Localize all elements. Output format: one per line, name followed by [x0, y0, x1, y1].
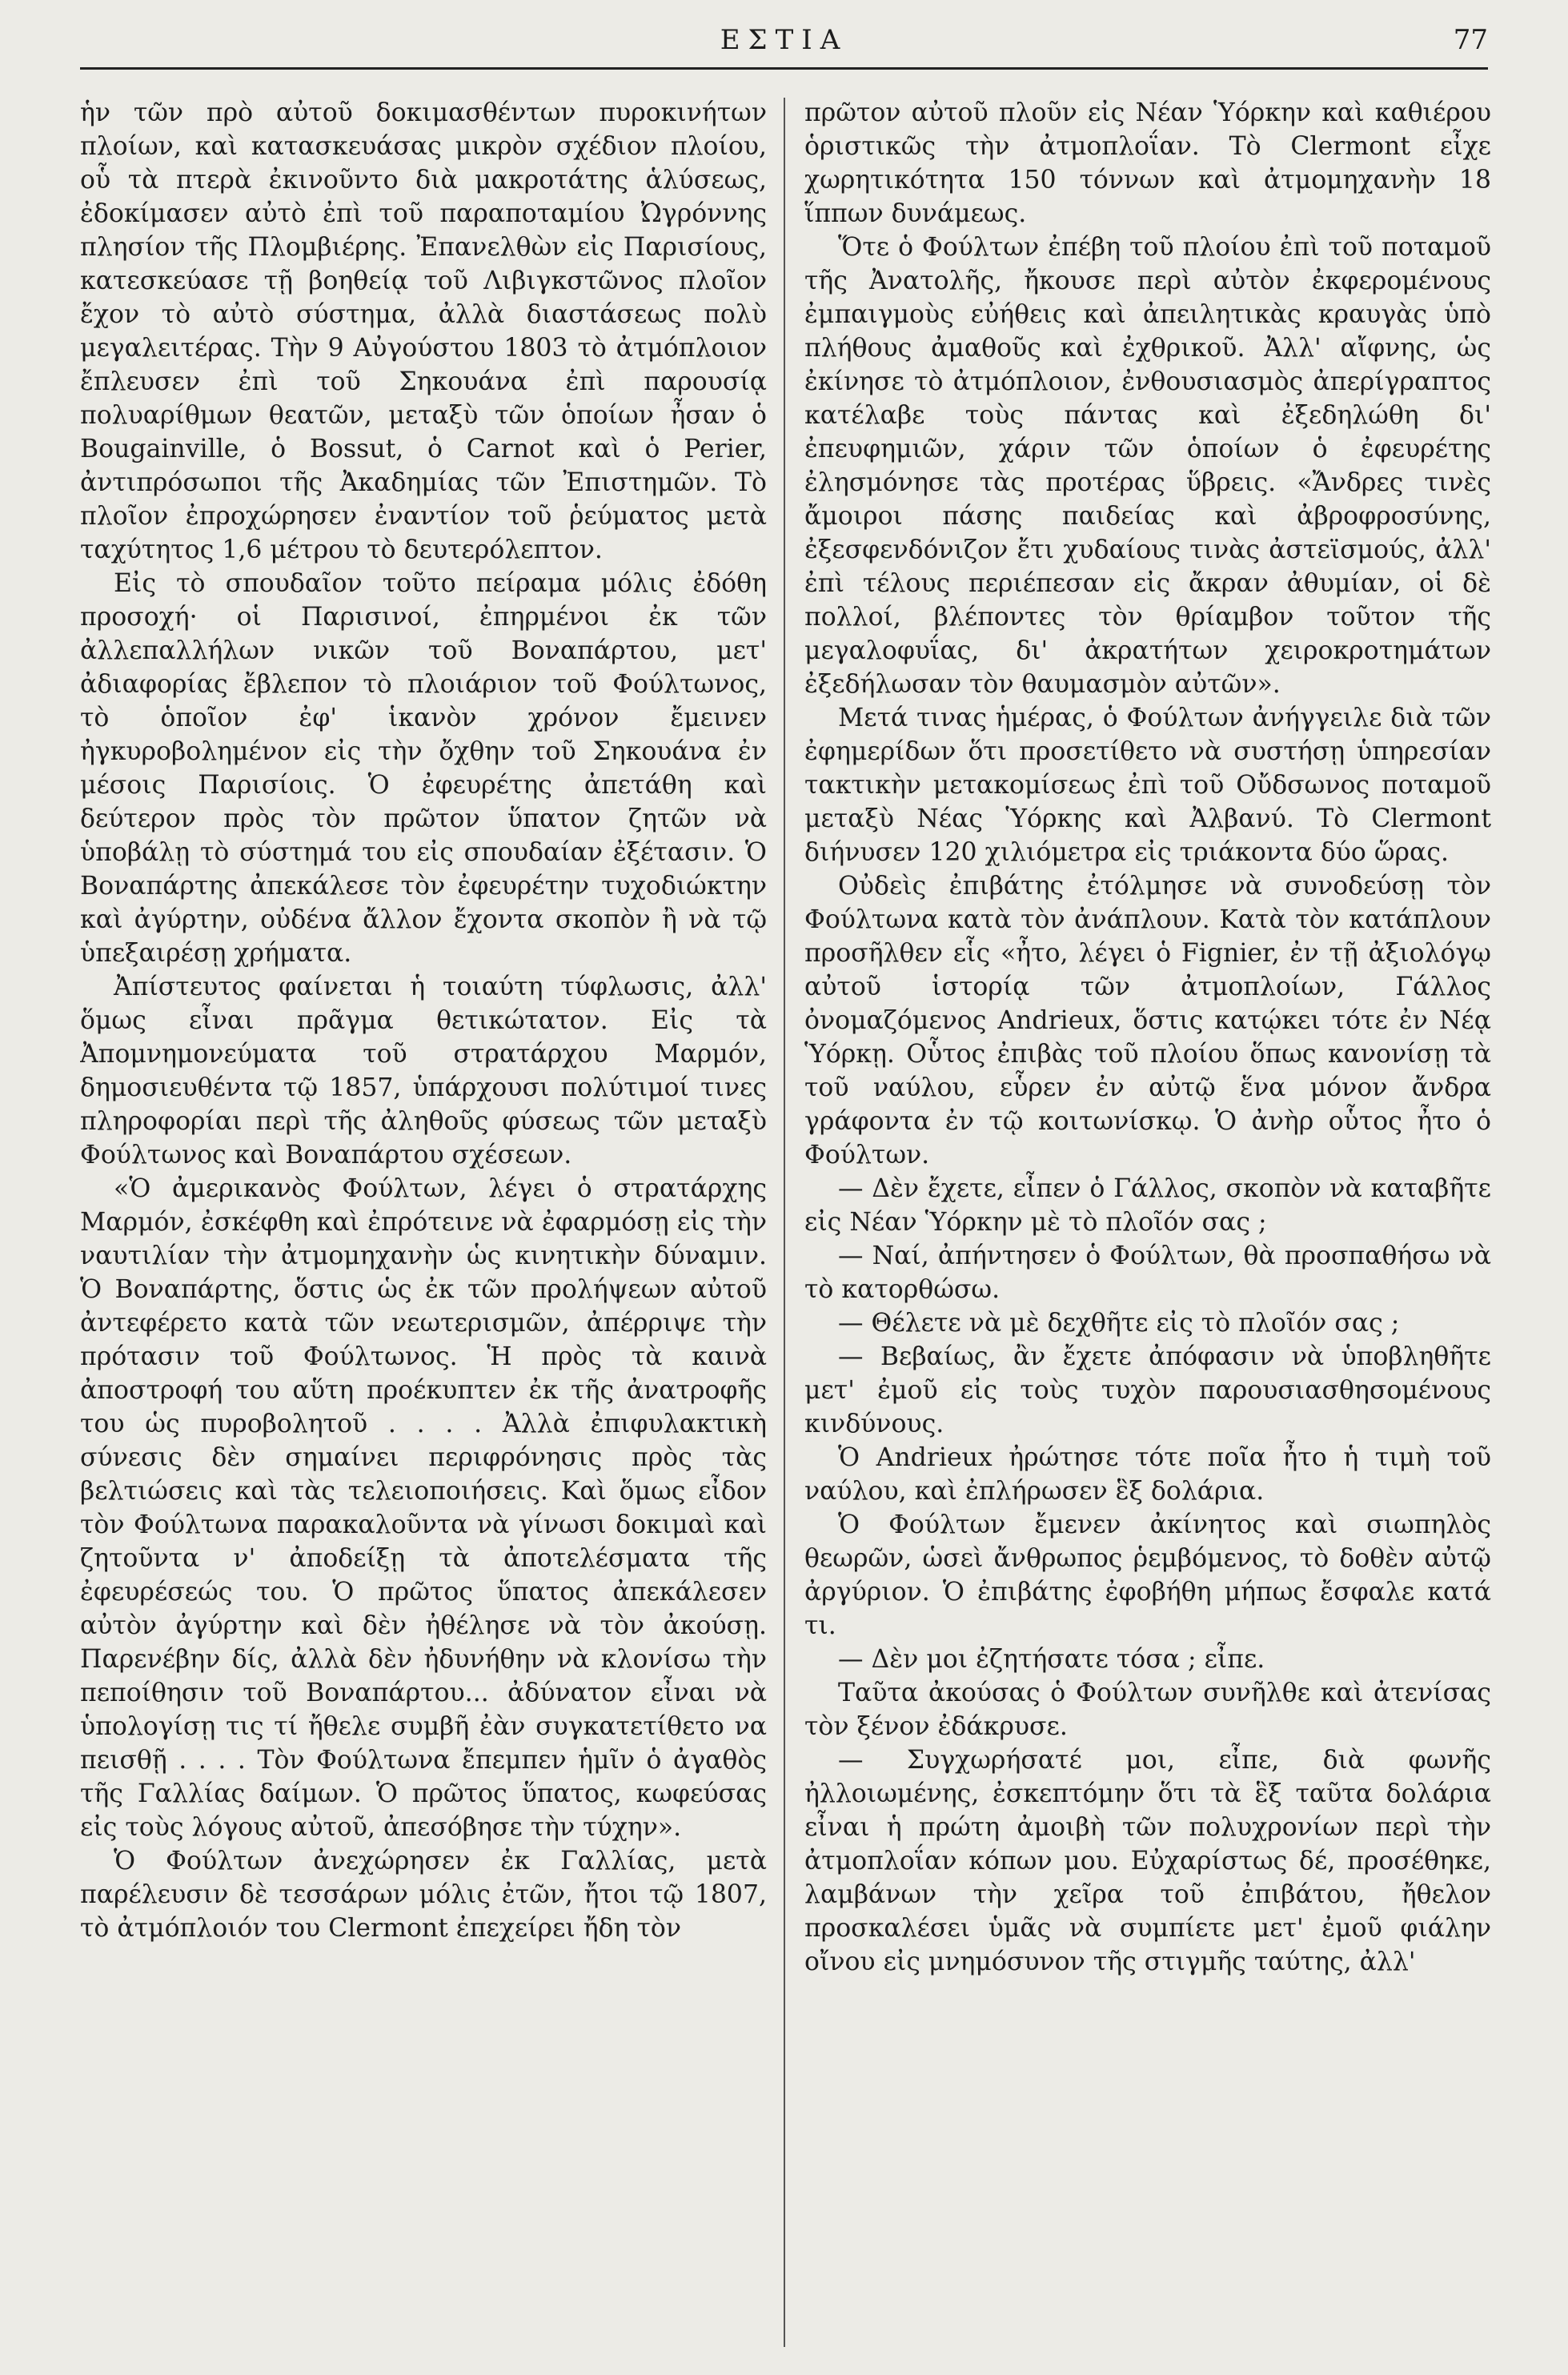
left-paragraph-2: Εἰς τὸ σπουδαῖον τοῦτο πείραμα μόλις ἐδόθη προσοχή· οἱ Παρισινοί, ἐπηρμένοι ἐκ τῶν ἀλλεπαλλήλων νικῶν τοῦ Βοναπάρτου, μετ' ἀδιαφορίας ἔβλεπον τὸ πλοιάριον τοῦ Φούλτωνος, τὸ ὁποῖον ἐφ' ἱκανὸν χρόνον ἔμεινεν ἠγκυροβολημένον εἰς τὴν ὄχθην τοῦ Σηκουάνα ἐν μέσοις Παρισίοις. Ὁ ἐφευρέτης ἀπετάθη καὶ δεύτερον πρὸς τὸν πρῶτον ὕπατον ζητῶν νὰ ὑποβάλῃ τὸ σύστημά του εἰς σπουδαίαν ἐξέτασιν. Ὁ Βοναπάρτης ἀπεκάλεσε τὸν ἐφευρέτην τυχοδιώκτην καὶ ἀγύρτην, οὐδένα ἄλλον ἔχοντα σκοπὸν ἢ νὰ τῷ ὑπεξαιρέσῃ χρήματα.: [80, 569, 767, 968]
right-paragraph-9: Ὁ Andrieux ἠρώτησε τότε ποῖα ἦτο ἡ τιμὴ τοῦ ναύλου, καὶ ἐπλήρωσεν ἓξ δολάρια.: [804, 1443, 1491, 1506]
right-paragraph-8: — Βεβαίως, ἂν ἔχετε ἀπόφασιν νὰ ὑποβληθῆτε μετ' ἐμοῦ εἰς τοὺς τυχὸν παρουσιασθησομένους κινδύνους.: [804, 1342, 1491, 1438]
left-paragraph-5: Ὁ Φούλτων ἀνεχώρησεν ἐκ Γαλλίας, μετὰ παρέλευσιν δὲ τεσσάρων μόλις ἐτῶν, ἤτοι τῷ 1807, τὸ ἀτμόπλοιόν του Clermont ἐπεχείρει ἤδη τὸν: [80, 1847, 767, 1943]
running-head: [80, 24, 1488, 64]
right-paragraph-4: Οὐδεὶς ἐπιβάτης ἐτόλμησε νὰ συνοδεύσῃ τὸν Φούλτωνα κατὰ τὸν ἀνάπλουν. Κατὰ τὸν κατάπλουν προσῆλθεν εἷς «ἦτο, λέγει ὁ Fignier, ἐν τῇ ἀξιολόγῳ αὐτοῦ ἱστορίᾳ τῶν ἀτμοπλοίων, Γάλλος ὀνομαζόμενος Andrieux, ὅστις κατῴκει τότε ἐν Νέᾳ Ὑόρκῃ. Οὗτος ἐπιβὰς τοῦ πλοίου ὅπως κανονίσῃ τὰ τοῦ ναύλου, εὗρεν ἐν αὐτῷ ἕνα μόνον ἄνδρα γράφοντα ἐν τῷ κοιτωνίσκῳ. Ὁ ἀνὴρ οὗτος ἦτο ὁ Φούλτων.: [804, 872, 1491, 1169]
right-paragraph-1: πρῶτον αὐτοῦ πλοῦν εἰς Νέαν Ὑόρκην καὶ καθιέρου ὁριστικῶς τὴν ἀτμοπλοΐαν. Τὸ Clermont εἶχε χωρητικότητα 150 τόννων καὶ ἀτμομηχανὴν 18 ἵππων δυνάμεως.: [804, 98, 1491, 228]
right-paragraph-3: Μετά τινας ἡμέρας, ὁ Φούλτων ἀνήγγειλε διὰ τῶν ἐφημερίδων ὅτι προσετίθετο νὰ συστήσῃ ὑπηρεσίαν τακτικὴν μετακομίσεως ἐπὶ τοῦ Οὔδσωνος ποταμοῦ μεταξὺ Νέας Ὑόρκης καὶ Ἀλβανύ. Τὸ Clermont διήνυσεν 120 χιλιόμετρα εἰς τριάκοντα δύο ὥρας.: [804, 704, 1491, 867]
column-divider: [784, 98, 785, 2347]
right-paragraph-7: — Θέλετε νὰ μὲ δεχθῆτε εἰς τὸ πλοῖόν σας ;: [838, 1309, 1400, 1338]
right-paragraph-6: — Ναί, ἀπήντησεν ὁ Φούλτων, θὰ προσπαθήσω νὰ τὸ κατορθώσω.: [804, 1242, 1491, 1304]
left-paragraph-1: ἡν τῶν πρὸ αὐτοῦ δοκιμασθέντων πυροκινήτων πλοίων, καὶ κατασκευάσας μικρὸν σχέδιον πλοίου, οὗ τὰ πτερὰ ἐκινοῦντο διὰ μακροτάτης ἁλύσεως, ἐδοκίμασεν αὐτὸ ἐπὶ τοῦ παραποταμίου Ὠγρόννης πλησίον τῆς Πλομβιέρης. Ἐπανελθὼν εἰς Παρισίους, κατεσκεύασε τῇ βοηθείᾳ τοῦ Λιβιγκστῶνος πλοῖον ἔχον τὸ αὐτὸ σύστημα, ἀλλὰ διαστάσεως πολὺ μεγαλειτέρας. Τὴν 9 Αὐγούστου 1803 τὸ ἀτμόπλοιον ἔπλευσεν ἐπὶ τοῦ Σηκουάνα ἐπὶ παρουσίᾳ πολυαρίθμων θεατῶν, μεταξὺ τῶν ὁποίων ἦσαν ὁ Bougainville, ὁ Bossut, ὁ Carnot καὶ ὁ Perier, ἀντιπρόσωποι τῆς Ἀκαδημίας τῶν Ἐπιστημῶν. Τὸ πλοῖον ἐπροχώρησεν ἐναντίον τοῦ ῥεύματος μετὰ ταχύτητος 1,6 μέτρου τὸ δευτερόλεπτον.: [80, 98, 767, 564]
right-column: [804, 96, 1491, 2353]
right-paragraph-2: Ὅτε ὁ Φούλτων ἐπέβη τοῦ πλοίου ἐπὶ τοῦ ποταμοῦ τῆς Ἀνατολῆς, ἤκουσε περὶ αὐτὸν ἐκφερομένους ἐμπαιγμοὺς εὐήθεις καὶ ἀπειλητικὰς κραυγὰς ὑπὸ πλήθους ἀμαθοῦς καὶ ἐχθρικοῦ. Ἀλλ' αἴφνης, ὡς ἐκίνησε τὸ ἀτμόπλοιον, ἐνθουσιασμὸς ἀπερίγραπτος κατέλαβε τοὺς πάντας καὶ ἐξεδηλώθη δι' ἐπευφημιῶν, χάριν τῶν ὁποίων ὁ ἐφευρέτης ἐλησμόνησε τὰς προτέρας ὕβρεις. «Ἄνδρες τινὲς ἄμοιροι πάσης παιδείας καὶ ἀβροφροσύνης, ἐξεσφενδόνιζον ἔτι χυδαίους τινὰς ἀστεϊσμούς, ἀλλ' ἐπὶ τέλους περιέπεσαν εἰς ἄκραν ἀθυμίαν, οἱ δὲ πολλοί, βλέποντες τὸν θρίαμβον τοῦτον τῆς μεγαλοφυΐας, δι' ἀκρατήτων χειροκροτημάτων ἐξεδήλωσαν τὸν θαυμασμὸν αὐτῶν».: [804, 233, 1491, 699]
left-column: [80, 96, 767, 2353]
right-paragraph-12: Ταῦτα ἀκούσας ὁ Φούλτων συνῆλθε καὶ ἀτενίσας τὸν ξένον ἐδάκρυσε.: [804, 1679, 1491, 1741]
header-rule: [80, 67, 1488, 70]
page-number: 77: [1453, 24, 1488, 56]
right-paragraph-10: Ὁ Φούλτων ἔμενεν ἀκίνητος καὶ σιωπηλὸς θεωρῶν, ὡσεὶ ἄνθρωπος ῥεμβόμενος, τὸ δοθὲν αὐτῷ ἀργύριον. Ὁ ἐπιβάτης ἐφοβήθη μήπως ἔσφαλε κατά τι.: [804, 1510, 1491, 1640]
right-paragraph-11: — Δὲν μοι ἐζητήσατε τόσα ; εἶπε.: [838, 1645, 1265, 1674]
left-paragraph-4: «Ὁ ἀμερικανὸς Φούλτων, λέγει ὁ στρατάρχης Μαρμόν, ἐσκέφθη καὶ ἐπρότεινε νὰ ἐφαρμόσῃ εἰς τὴν ναυτιλίαν τὴν ἀτμομηχανὴν ὡς κινητικὴν δύναμιν. Ὁ Βοναπάρτης, ὅστις ὡς ἐκ τῶν προλήψεων αὐτοῦ ἀντεφέρετο κατὰ τῶν νεωτερισμῶν, ἀπέρριψε τὴν πρότασιν τοῦ Φούλτωνος. Ἡ πρὸς τὰ καινὰ ἀποστροφή του αὕτη προέκυπτεν ἐκ τῆς ἀνατροφῆς του ὡς πυροβολητοῦ . . . . Ἀλλὰ ἐπιφυλακτικὴ σύνεσις δὲν σημαίνει περιφρόνησις πρὸς τὰς βελτιώσεις καὶ τὰς τελειοποιήσεις. Καὶ ὅμως εἶδον τὸν Φούλτωνα παρακαλοῦντα νὰ γίνωσι δοκιμαὶ καὶ ζητοῦντα ν' ἀποδείξῃ τὰ ἀποτελέσματα τῆς ἐφευρέσεώς του. Ὁ πρῶτος ὕπατος ἀπεκάλεσεν αὐτὸν ἀγύρτην καὶ δὲν ἠθέλησε νὰ τὸν ἀκούσῃ. Παρενέβην δίς, ἀλλὰ δὲν ἠδυνήθην νὰ κλονίσω τὴν πεποίθησιν τοῦ Βοναπάρτου... ἀδύνατον εἶναι νὰ ὑπολογίσῃ τις τί ἤθελε συμβῆ ἐὰν συγκατετίθετο να πεισθῇ . . . . Τὸν Φούλτωνα ἔπεμπεν ἡμῖν ὁ ἀγαθὸς τῆς Γαλλίας δαίμων. Ὁ πρῶτος ὕπατος, κωφεύσας εἰς τοὺς λόγους αὐτοῦ, ἀπεσόβησε τὴν τύχην».: [80, 1174, 767, 1842]
publication-title: ΕΣΤΙΑ: [720, 24, 848, 56]
left-paragraph-3: Ἀπίστευτος φαίνεται ἡ τοιαύτη τύφλωσις, ἀλλ' ὅμως εἶναι πρᾶγμα θετικώτατον. Εἰς τὰ Ἀπομνημονεύματα τοῦ στρατάρχου Μαρμόν, δημοσιευθέντα τῷ 1857, ὑπάρχουσι πολύτιμοί τινες πληροφορίαι περὶ τῆς ἀληθοῦς φύσεως τῶν μεταξὺ Φούλτωνος καὶ Βοναπάρτου σχέσεων.: [80, 973, 767, 1169]
right-paragraph-13: — Συγχωρήσατέ μοι, εἶπε, διὰ φωνῆς ἠλλοιωμένης, ἐσκεπτόμην ὅτι τὰ ἓξ ταῦτα δολάρια εἶναι ἡ πρώτη ἀμοιβὴ τῶν πολυχρονίων περὶ τὴν ἀτμοπλοΐαν κόπων μου. Εὐχαρίστως δέ, προσέθηκε, λαμβάνων τὴν χεῖρα τοῦ ἐπιβάτου, ἤθελον προσκαλέσει ὑμᾶς νὰ συμπίετε μετ' ἐμοῦ φιάλην οἴνου εἰς μνημόσυνον τῆς στιγμῆς ταύτης, ἀλλ': [804, 1746, 1491, 1976]
right-paragraph-5: — Δὲν ἔχετε, εἶπεν ὁ Γάλλος, σκοπὸν νὰ καταβῆτε εἰς Νέαν Ὑόρκην μὲ τὸ πλοῖόν σας ;: [804, 1174, 1491, 1237]
